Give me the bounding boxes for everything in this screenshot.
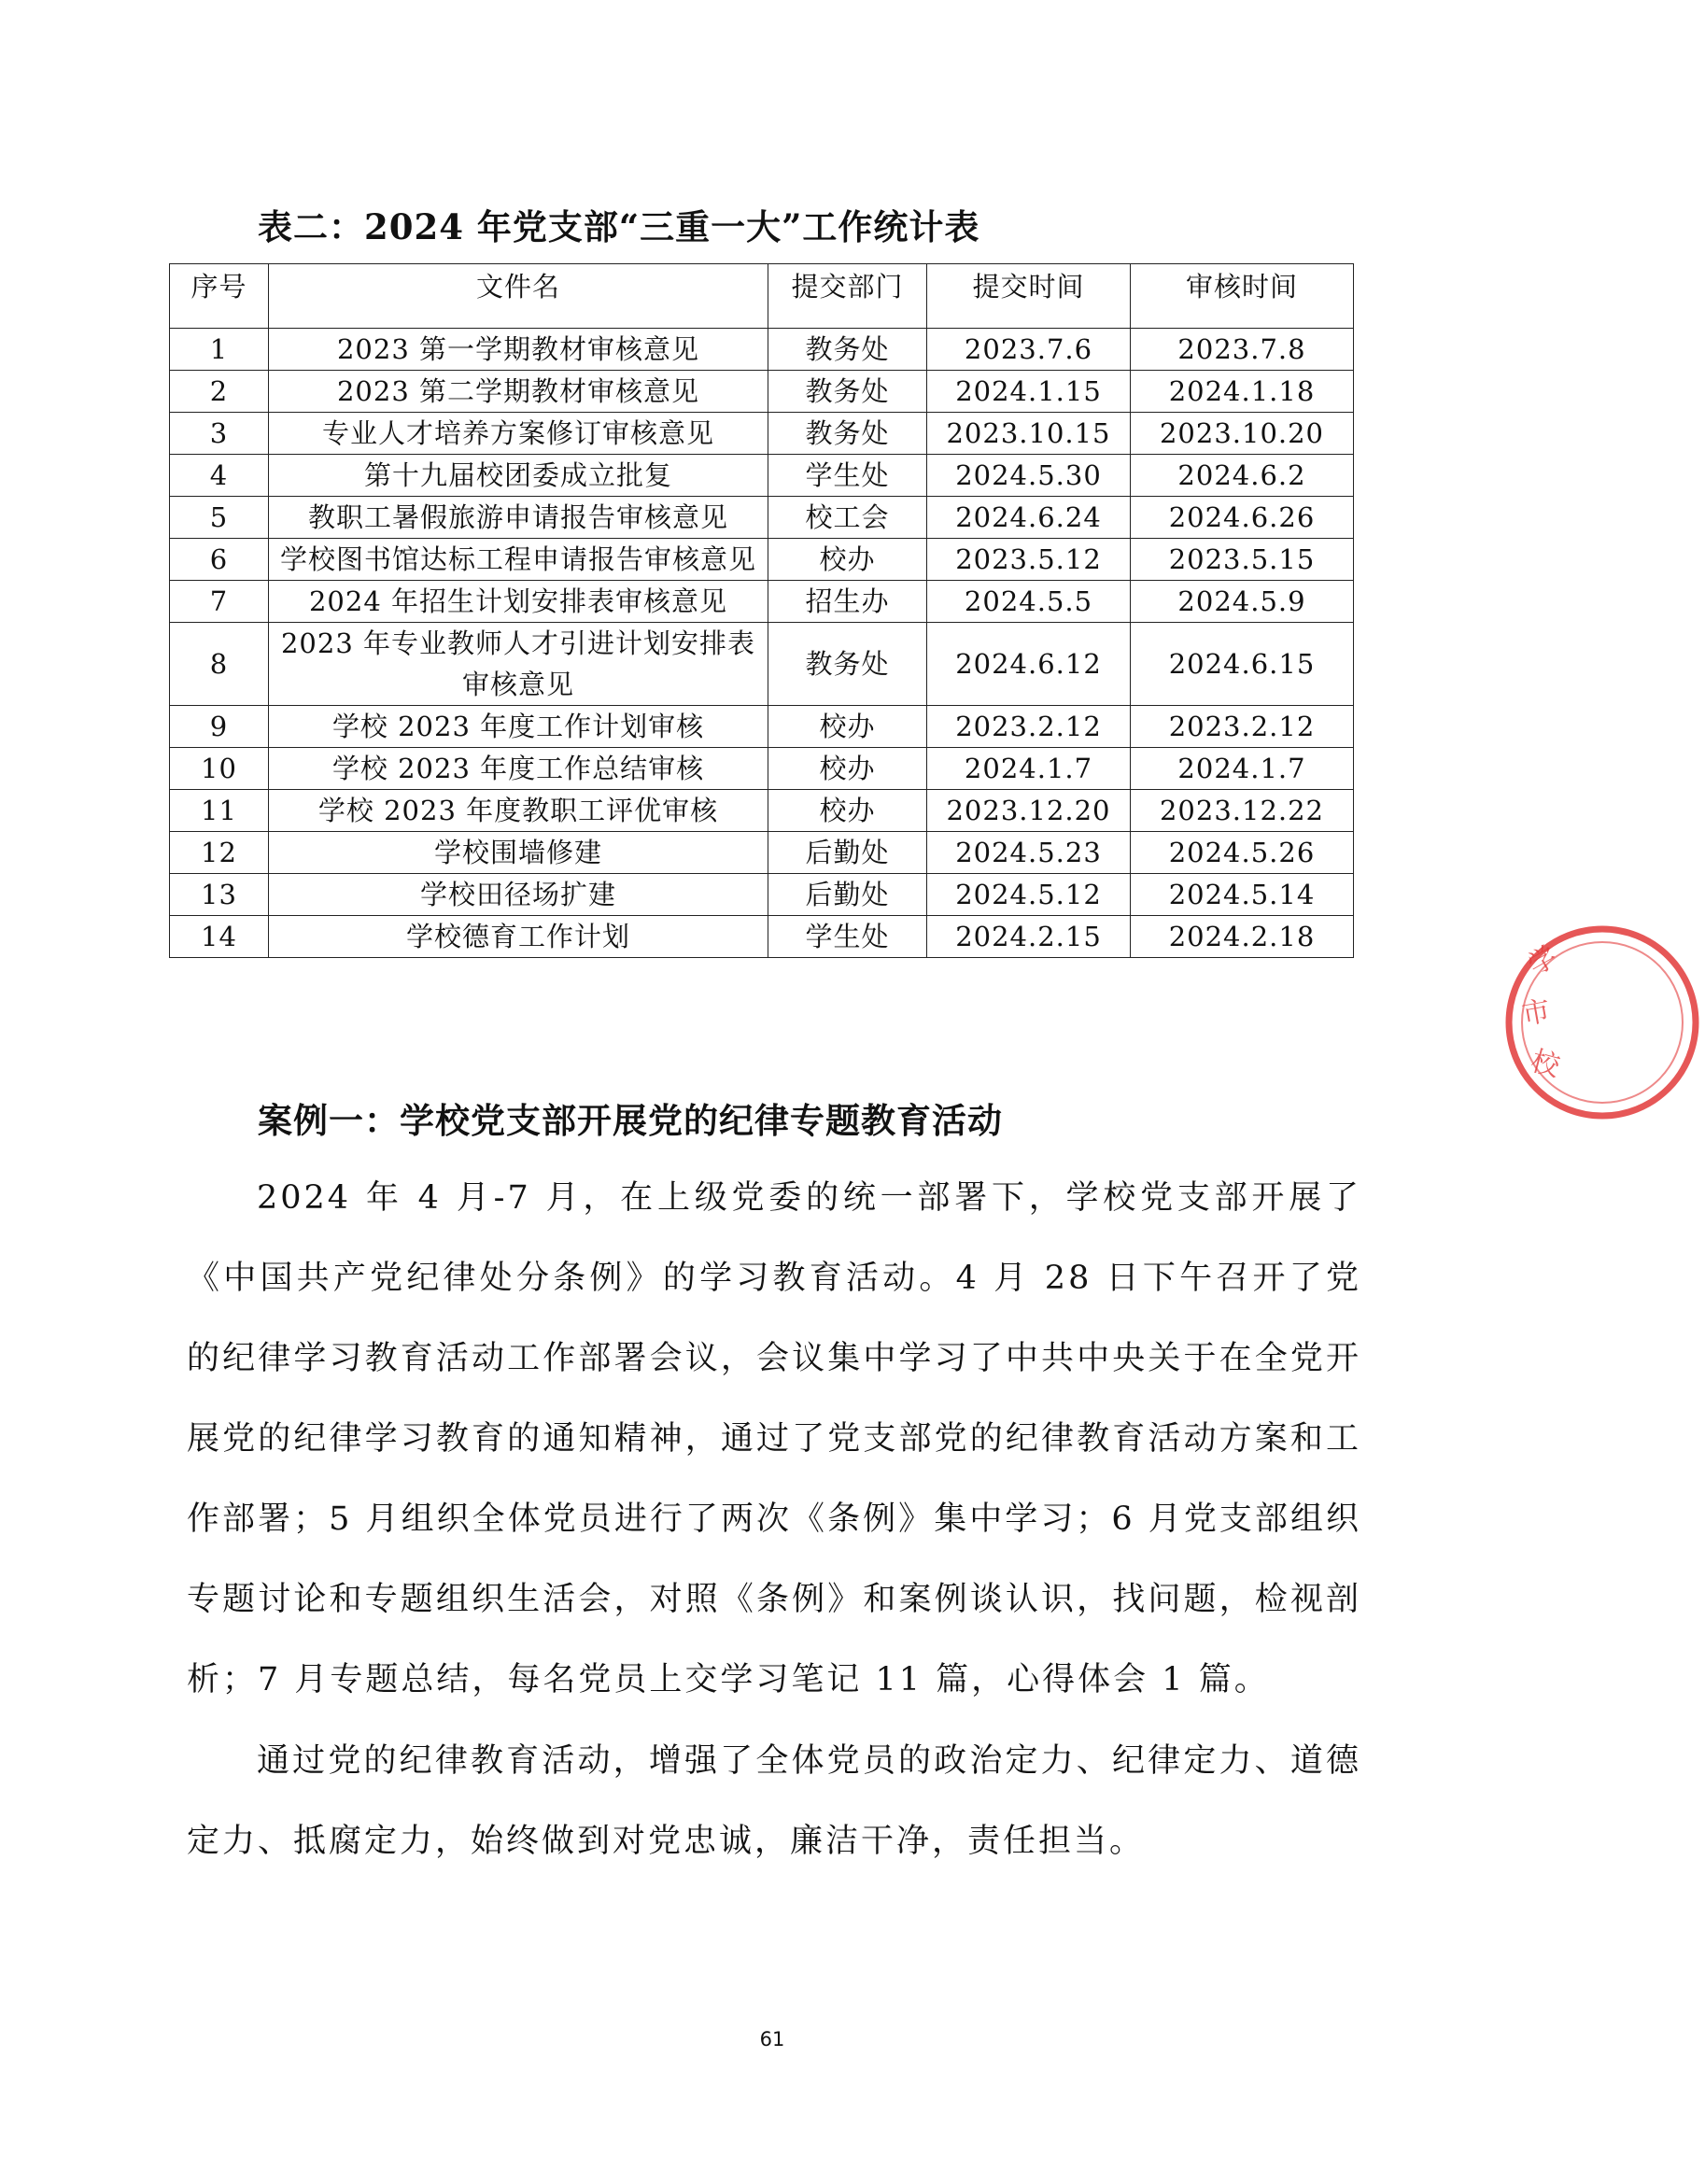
row-department: 教务处 (768, 329, 927, 371)
table-row (170, 581, 1354, 623)
row-file-name: 学校德育工作计划 (269, 916, 768, 958)
svg-text:学: 学 (1522, 939, 1563, 982)
row-file-name: 学校 2023 年度教职工评优审核 (269, 790, 768, 832)
row-review-time: 2023.10.20 (1131, 413, 1354, 455)
row-index: 2 (170, 371, 269, 413)
row-department: 教务处 (768, 413, 927, 455)
table-title: 表二：2024 年党支部“三重一大”工作统计表 (258, 206, 980, 247)
row-file-name: 教职工暑假旅游申请报告审核意见 (269, 497, 768, 539)
row-department: 招生办 (768, 581, 927, 623)
row-index: 10 (170, 748, 269, 790)
row-file-name: 2023 第二学期教材审核意见 (269, 371, 768, 413)
row-index: 9 (170, 706, 269, 748)
header-index: 序号 (170, 264, 269, 329)
table-row (170, 455, 1354, 497)
row-department: 学生处 (768, 455, 927, 497)
table-row (170, 832, 1354, 874)
table-row (170, 371, 1354, 413)
header-submit-time: 提交时间 (927, 264, 1131, 329)
row-submit-time: 2024.5.23 (927, 832, 1131, 874)
row-submit-time: 2023.10.15 (927, 413, 1131, 455)
row-index: 7 (170, 581, 269, 623)
table-row (170, 623, 1354, 706)
row-file-name: 2024 年招生计划安排表审核意见 (269, 581, 768, 623)
row-department: 教务处 (768, 371, 927, 413)
table-row (170, 706, 1354, 748)
row-review-time: 2023.12.22 (1131, 790, 1354, 832)
row-file-name: 学校 2023 年度工作总结审核 (269, 748, 768, 790)
row-department: 校办 (768, 790, 927, 832)
row-review-time: 2024.6.15 (1131, 623, 1354, 706)
header-department: 提交部门 (768, 264, 927, 329)
table-row (170, 539, 1354, 581)
row-file-name: 2023 第一学期教材审核意见 (269, 329, 768, 371)
header-file-name: 文件名 (269, 264, 768, 329)
row-file-name: 学校田径场扩建 (269, 874, 768, 916)
table-row (170, 497, 1354, 539)
page-number: 61 (759, 2028, 785, 2050)
row-submit-time: 2023.12.20 (927, 790, 1131, 832)
row-review-time: 2024.5.9 (1131, 581, 1354, 623)
row-index: 4 (170, 455, 269, 497)
row-submit-time: 2024.6.12 (927, 623, 1131, 706)
row-department: 后勤处 (768, 832, 927, 874)
row-file-name: 学校图书馆达标工程申请报告审核意见 (269, 539, 768, 581)
header-review-time: 审核时间 (1131, 264, 1354, 329)
row-review-time: 2024.1.18 (1131, 371, 1354, 413)
row-review-time: 2024.6.26 (1131, 497, 1354, 539)
row-file-name: 2023 年专业教师人才引进计划安排表审核意见 (269, 623, 768, 706)
row-submit-time: 2024.6.24 (927, 497, 1131, 539)
row-review-time: 2024.6.2 (1131, 455, 1354, 497)
row-review-time: 2024.5.14 (1131, 874, 1354, 916)
row-submit-time: 2024.1.7 (927, 748, 1131, 790)
row-submit-time: 2023.2.12 (927, 706, 1131, 748)
table-row (170, 916, 1354, 958)
table-row (170, 413, 1354, 455)
table-row (170, 329, 1354, 371)
row-submit-time: 2024.5.30 (927, 455, 1131, 497)
row-review-time: 2023.5.15 (1131, 539, 1354, 581)
row-review-time: 2023.2.12 (1131, 706, 1354, 748)
row-submit-time: 2024.5.5 (927, 581, 1131, 623)
row-department: 教务处 (768, 623, 927, 706)
row-index: 8 (170, 623, 269, 706)
row-index: 14 (170, 916, 269, 958)
row-submit-time: 2024.5.12 (927, 874, 1131, 916)
row-index: 12 (170, 832, 269, 874)
row-review-time: 2024.1.7 (1131, 748, 1354, 790)
row-department: 学生处 (768, 916, 927, 958)
row-file-name: 学校围墙修建 (269, 832, 768, 874)
work-statistics-table (169, 263, 1354, 958)
row-review-time: 2024.5.26 (1131, 832, 1354, 874)
table-row (170, 748, 1354, 790)
row-file-name: 学校 2023 年度工作计划审核 (269, 706, 768, 748)
table-header-row (170, 264, 1354, 329)
row-department: 后勤处 (768, 874, 927, 916)
body-paragraph: 2024 年 4 月-7 月，在上级党委的统一部署下，学校党支部开展了《中国共产党纪律处分条例》的学习教育活动。4 月 28 日下午召开了党的纪律学习教育活动工作部署会议，会议集中学习了中共中央关于在全党开展党的纪律学习教育的通知精神，通过了党支部党的纪律教育活动方案和工作部署；5 月组织全体党员进行了两次《条例》集中学习；6 月党支部组织专题讨论和专题组织生活会，对照《条例》和案例谈认识，找问题，检视剖析；7 月专题总结，每名党员上交学习笔记 11 篇，心得体会 1 篇。 (187, 1179, 1361, 1698)
table-row (170, 874, 1354, 916)
row-submit-time: 2024.1.15 (927, 371, 1131, 413)
row-department: 校办 (768, 539, 927, 581)
table-row (170, 790, 1354, 832)
row-file-name: 第十九届校团委成立批复 (269, 455, 768, 497)
case-title: 案例一：学校党支部开展党的纪律专题教育活动 (258, 1100, 1003, 1141)
svg-text:市: 市 (1519, 994, 1553, 1032)
row-department: 校工会 (768, 497, 927, 539)
svg-text:校: 校 (1527, 1044, 1563, 1084)
row-index: 1 (170, 329, 269, 371)
row-submit-time: 2024.2.15 (927, 916, 1131, 958)
row-index: 3 (170, 413, 269, 455)
body-paragraph: 通过党的纪律教育活动，增强了全体党员的政治定力、纪律定力、道德定力、抵腐定力，始终做到对党忠诚，廉洁干净，责任担当。 (187, 1742, 1361, 1860)
row-file-name: 专业人才培养方案修订审核意见 (269, 413, 768, 455)
row-index: 13 (170, 874, 269, 916)
row-submit-time: 2023.5.12 (927, 539, 1131, 581)
row-submit-time: 2023.7.6 (927, 329, 1131, 371)
row-index: 5 (170, 497, 269, 539)
row-index: 11 (170, 790, 269, 832)
row-department: 校办 (768, 706, 927, 748)
row-department: 校办 (768, 748, 927, 790)
row-index: 6 (170, 539, 269, 581)
official-seal-stamp (1500, 920, 1705, 1125)
row-review-time: 2024.2.18 (1131, 916, 1354, 958)
row-review-time: 2023.7.8 (1131, 329, 1354, 371)
